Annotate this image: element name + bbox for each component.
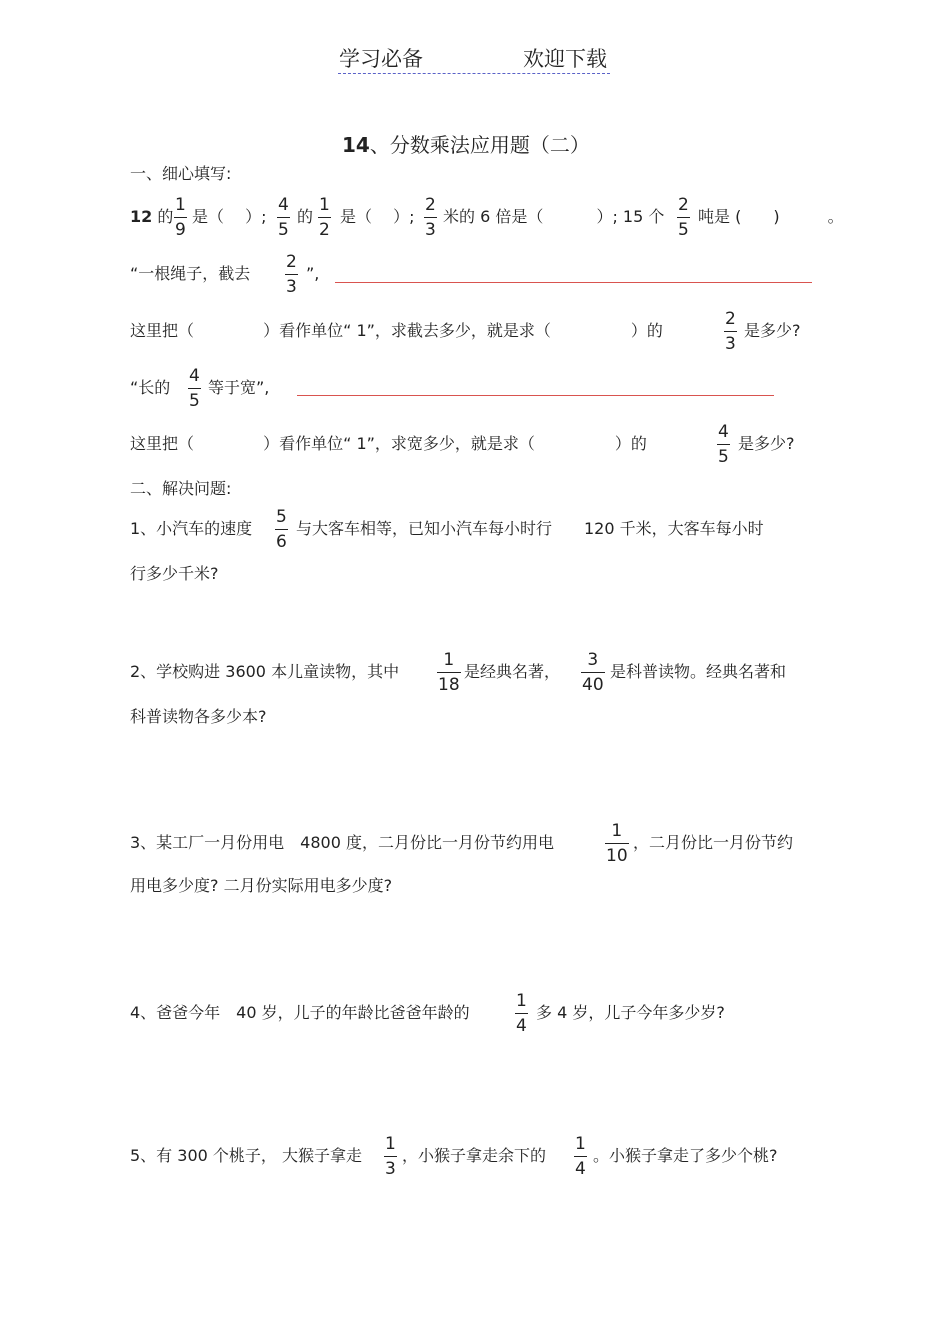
problem2-line2: 科普读物各多少本? <box>130 707 267 726</box>
denominator: 4 <box>575 1159 586 1179</box>
section2-heading: 二、解决问题: <box>130 479 232 498</box>
rope-explain[interactable]: 这里把（ ）看作单位“ 1”，求截去多少，就是求（ ）的 <box>130 321 663 340</box>
page-title <box>342 133 590 157</box>
fraction-p5-1-3 <box>384 1134 397 1179</box>
denominator: 40 <box>582 675 604 695</box>
fraction-1-9 <box>174 195 187 240</box>
fraction-p2-3-40 <box>581 650 605 695</box>
rope-quote-close: ”, <box>306 264 320 283</box>
numerator: 4 <box>718 422 729 442</box>
numerator: 1 <box>516 991 527 1011</box>
numerator: 2 <box>678 195 689 215</box>
numerator: 4 <box>189 366 200 386</box>
fraction-p3-1-10 <box>605 821 629 866</box>
length-answer-line[interactable] <box>297 395 774 396</box>
fill-blank-4[interactable]: 吨是 ( ) 。 <box>698 207 844 226</box>
numerator: 1 <box>611 821 623 841</box>
fraction-p4-1-4 <box>515 991 528 1036</box>
problem2-mid: 是经典名著， <box>464 662 561 681</box>
fraction-p1-5-6 <box>275 507 288 552</box>
section1-heading: 一、细心填写: <box>130 164 232 183</box>
length-explain-end: 是多少? <box>738 434 795 453</box>
fill-text-de: 的 <box>297 207 314 226</box>
fill-blank-3[interactable]: 米的 6 倍是（ ）; 15 个 <box>443 207 665 226</box>
problem5-mid: ，小猴子拿走余下的 <box>402 1146 547 1165</box>
denominator: 5 <box>718 447 729 467</box>
denominator: 3 <box>385 1159 396 1179</box>
problem2-start: 2、学校购进 3600 本儿童读物，其中 <box>130 662 400 681</box>
denominator: 10 <box>606 846 628 866</box>
denominator: 2 <box>319 220 330 240</box>
problem1-start: 1、小汽车的速度 <box>130 519 253 538</box>
fraction-rope2-2-3 <box>724 309 737 354</box>
numerator: 2 <box>286 252 297 272</box>
fraction-2-5 <box>677 195 690 240</box>
denominator: 9 <box>175 220 186 240</box>
denominator: 5 <box>189 391 200 411</box>
fraction-p2-1-18 <box>437 650 461 695</box>
rope-answer-line[interactable] <box>335 282 812 283</box>
title-text: 、分数乘法应用题（二） <box>369 133 590 157</box>
fraction-p5-1-4 <box>574 1134 587 1179</box>
numerator: 1 <box>443 650 455 670</box>
problem4-start: 4、爸爸今年 40 岁，儿子的年龄比爸爸年龄的 <box>130 1003 470 1022</box>
length-quote-close: 等于宽”, <box>208 378 270 397</box>
fill-blank-2[interactable]: 是（ ）; <box>340 207 415 226</box>
denominator: 4 <box>516 1016 527 1036</box>
numerator: 3 <box>587 650 599 670</box>
numerator: 1 <box>575 1134 586 1154</box>
rope-explain-end: 是多少? <box>744 321 801 340</box>
problem2-end: 是科普读物。经典名著和 <box>610 662 787 681</box>
denominator: 18 <box>438 675 460 695</box>
fill-blank-1[interactable]: 是（ ）; <box>192 207 267 226</box>
denominator: 3 <box>725 334 736 354</box>
numerator: 1 <box>319 195 330 215</box>
fraction-length2-4-5 <box>717 422 730 467</box>
numerator: 5 <box>276 507 287 527</box>
denominator: 5 <box>278 220 289 240</box>
numerator: 4 <box>278 195 289 215</box>
length-explain[interactable]: 这里把（ ）看作单位“ 1”，求宽多少，就是求（ ）的 <box>130 434 647 453</box>
problem5-end: 。小猴子拿走了多少个桃? <box>593 1146 778 1165</box>
problem5-start: 5、有 300 个桃子， 大猴子拿走 <box>130 1146 362 1165</box>
fraction-1-2 <box>318 195 331 240</box>
problem4-end: 多 4 岁，儿子今年多少岁? <box>536 1003 725 1022</box>
fraction-length-4-5 <box>188 366 201 411</box>
rope-quote-open: “一根绳子，截去 <box>130 264 251 283</box>
problem3-start: 3、某工厂一月份用电 4800 度，二月份比一月份节约用电 <box>130 833 554 852</box>
problem3-line2: 用电多少度? 二月份实际用电多少度? <box>130 876 393 895</box>
denominator: 5 <box>678 220 689 240</box>
problem3-mid: ，二月份比一月份节约 <box>633 833 794 852</box>
fraction-4-5 <box>277 195 290 240</box>
length-quote-open: “长的 <box>130 378 171 397</box>
title-number: 14 <box>342 133 370 157</box>
numerator: 2 <box>425 195 436 215</box>
numerator: 1 <box>385 1134 396 1154</box>
fraction-rope-2-3 <box>285 252 298 297</box>
header-right: 欢迎下载 <box>523 47 607 71</box>
fill-number-12: 12 <box>130 207 153 226</box>
denominator: 6 <box>276 532 287 552</box>
fill-line1-start <box>130 207 173 227</box>
numerator: 2 <box>725 309 736 329</box>
header-rule <box>338 73 610 74</box>
denominator: 3 <box>286 277 297 297</box>
problem1-end: 行多少千米? <box>130 564 219 583</box>
header-left: 学习必备 <box>339 47 423 71</box>
problem1-mid: 与大客车相等，已知小汽车每小时行 120 千米，大客车每小时 <box>296 519 764 538</box>
fill-text-of: 的 <box>152 207 174 226</box>
fraction-2-3 <box>424 195 437 240</box>
denominator: 3 <box>425 220 436 240</box>
numerator: 1 <box>175 195 186 215</box>
